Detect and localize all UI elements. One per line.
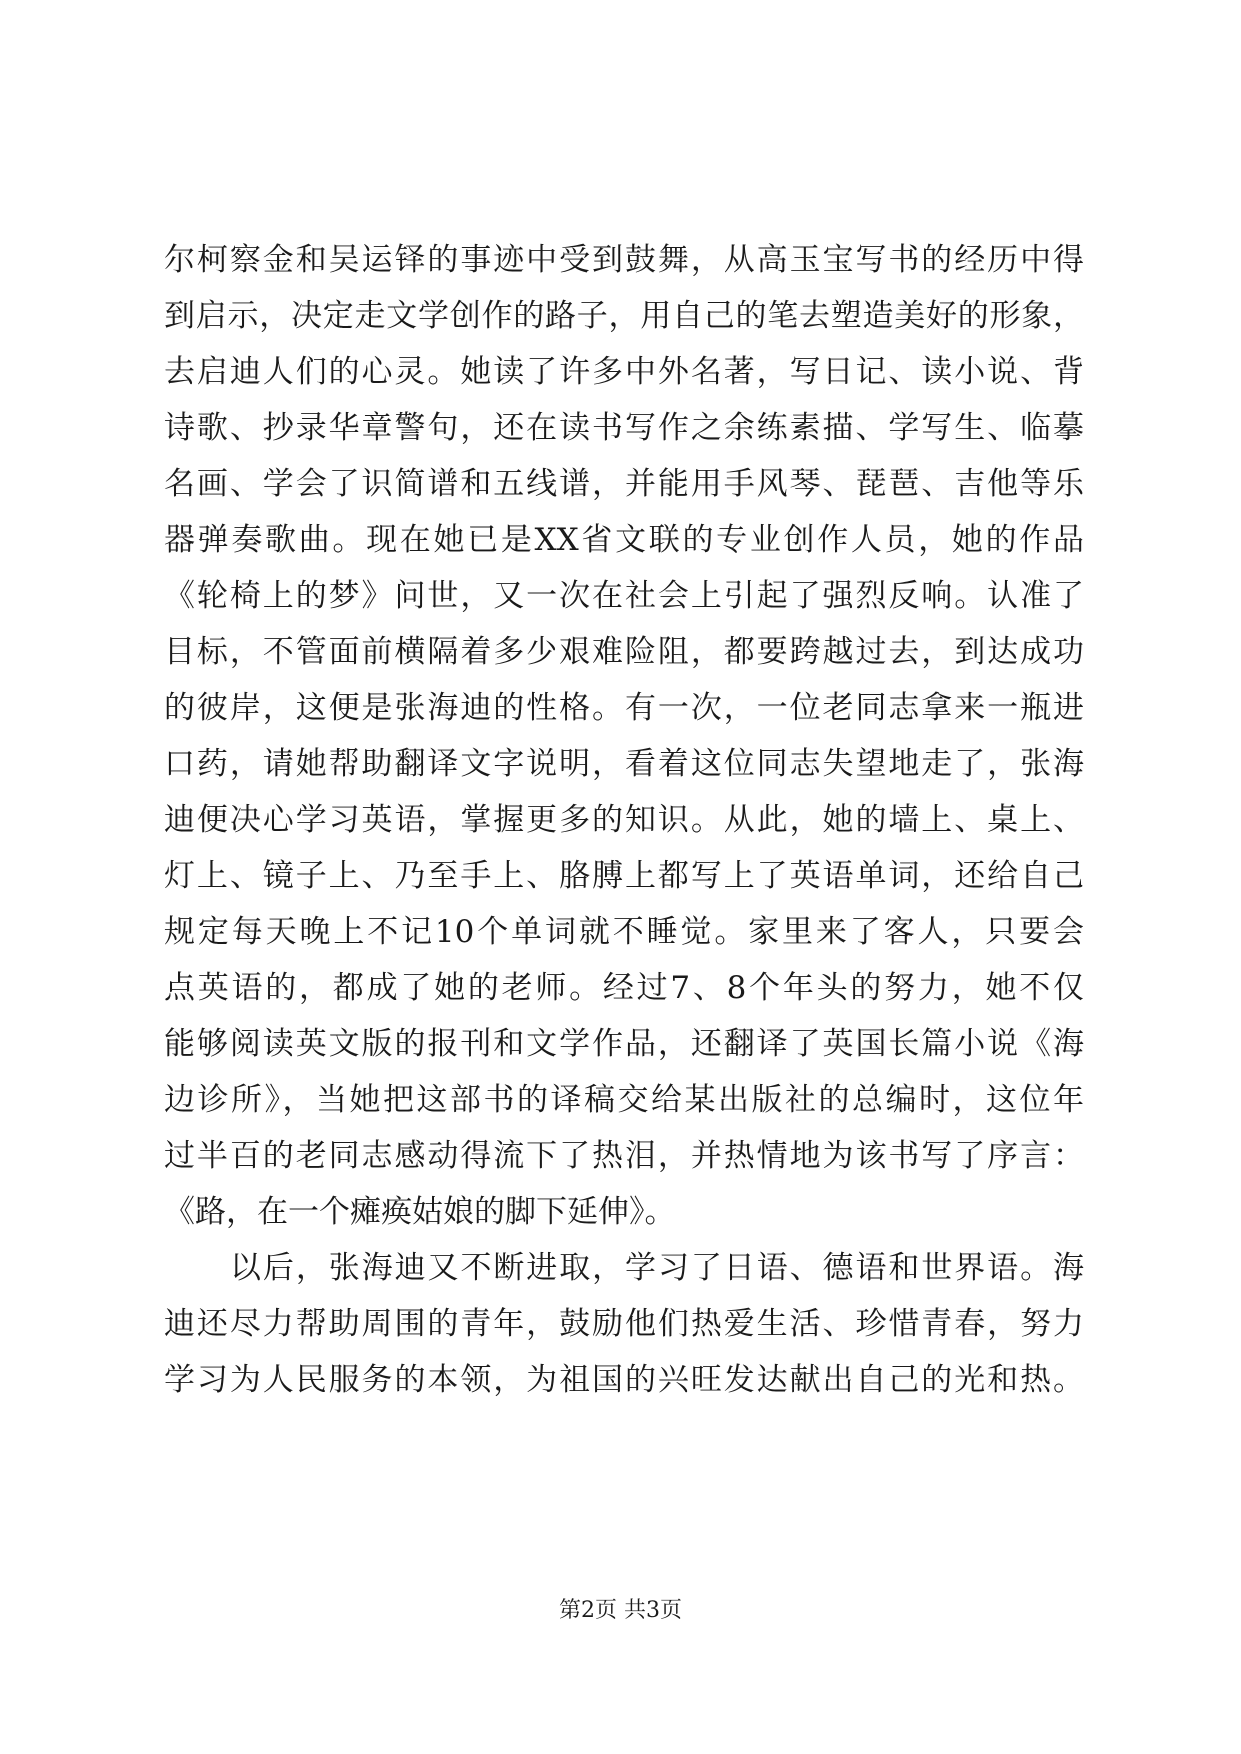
text-line: 的彼岸，这便是张海迪的性格。有一次，一位老同志拿来一瓶进 xyxy=(164,690,1084,726)
text-line: 《路，在一个瘫痪姑娘的脚下延伸》。 xyxy=(164,1194,676,1230)
text-line: 以后，张海迪又不断进取，学习了日语、德语和世界语。海 xyxy=(230,1250,1084,1286)
text-line: 能够阅读英文版的报刊和文学作品，还翻译了英国长篇小说《海 xyxy=(164,1026,1084,1062)
text-line: 口药，请她帮助翻译文字说明，看着这位同志失望地走了，张海 xyxy=(164,746,1084,782)
text-line: 边诊所》，当她把这部书的译稿交给某出版社的总编时，这位年 xyxy=(164,1082,1084,1118)
text-line: 迪便决心学习英语，掌握更多的知识。从此，她的墙上、桌上、 xyxy=(164,802,1084,838)
text-line: 器弹奏歌曲。现在她已是XX省文联的专业创作人员，她的作品 xyxy=(164,522,1084,558)
text-line: 点英语的，都成了她的老师。经过7、8个年头的努力，她不仅 xyxy=(164,970,1084,1006)
body-text xyxy=(164,232,1084,1408)
page-number-footer: 第2页 共3页 xyxy=(559,1598,682,1623)
text-line: 尔柯察金和吴运铎的事迹中受到鼓舞，从高玉宝写书的经历中得 xyxy=(164,242,1084,278)
text-line: 到启示，决定走文学创作的路子，用自己的笔去塑造美好的形象， xyxy=(164,298,1084,334)
text-line: 去启迪人们的心灵。她读了许多中外名著，写日记、读小说、背 xyxy=(164,354,1084,390)
text-line: 诗歌、抄录华章警句，还在读书写作之余练素描、学写生、临摹 xyxy=(164,410,1084,446)
text-line: 迪还尽力帮助周围的青年，鼓励他们热爱生活、珍惜青春，努力 xyxy=(164,1306,1084,1342)
text-line: 《轮椅上的梦》问世，又一次在社会上引起了强烈反响。认准了 xyxy=(164,578,1084,614)
text-line: 规定每天晚上不记10个单词就不睡觉。家里来了客人，只要会 xyxy=(164,914,1084,950)
text-line: 灯上、镜子上、乃至手上、胳膊上都写上了英语单词，还给自己 xyxy=(164,858,1084,894)
text-line: 目标，不管面前横隔着多少艰难险阻，都要跨越过去，到达成功 xyxy=(164,634,1084,670)
text-line: 学习为人民服务的本领，为祖国的兴旺发达献出自己的光和热。 xyxy=(164,1362,1084,1398)
text-line: 名画、学会了识简谱和五线谱，并能用手风琴、琵琶、吉他等乐 xyxy=(164,466,1084,502)
text-line: 过半百的老同志感动得流下了热泪，并热情地为该书写了序言： xyxy=(164,1138,1084,1174)
